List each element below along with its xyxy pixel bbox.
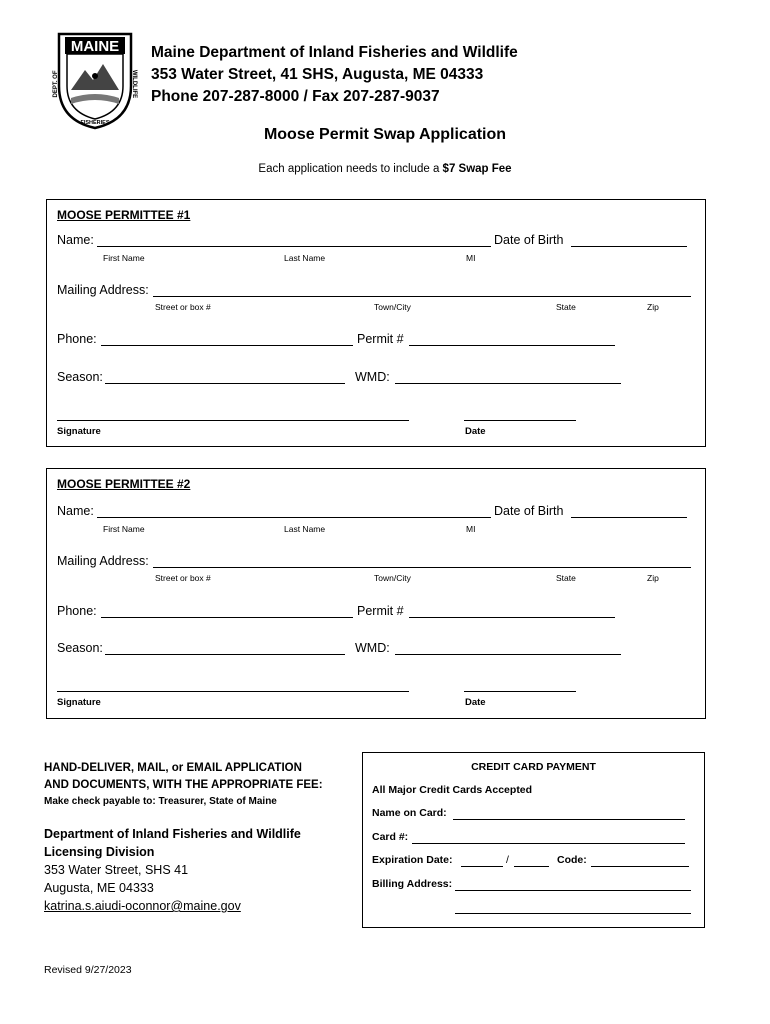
credit-card-title: CREDIT CARD PAYMENT <box>471 761 596 773</box>
date-label: Date <box>465 426 486 437</box>
card-number-field[interactable] <box>412 843 685 844</box>
mailing-label: Mailing Address: <box>57 554 149 568</box>
seal-banner-text: MAINE <box>70 38 120 55</box>
phone-label: Phone: <box>57 604 97 618</box>
town-sublabel: Town/City <box>374 302 411 312</box>
credit-card-section <box>362 752 705 928</box>
expiration-label: Expiration Date: <box>372 854 453 866</box>
maine-ifw-seal-logo <box>51 24 139 132</box>
address-division: Licensing Division <box>44 845 155 859</box>
date-field[interactable] <box>464 691 576 692</box>
billing-address-field-2[interactable] <box>455 913 691 914</box>
phone-label: Phone: <box>57 332 97 346</box>
name-field[interactable] <box>97 517 491 518</box>
code-field[interactable] <box>591 866 689 867</box>
last-name-sublabel: Last Name <box>284 253 326 263</box>
dob-label: Date of Birth <box>494 504 564 518</box>
season-label: Season: <box>57 370 103 384</box>
agency-name: Maine Department of Inland Fisheries and Wildlife <box>151 44 518 61</box>
phone-field[interactable] <box>101 617 353 618</box>
dob-field[interactable] <box>571 517 687 518</box>
fee-amount: $7 Swap Fee <box>442 163 512 175</box>
permit-label: Permit # <box>357 332 404 346</box>
season-field[interactable] <box>105 383 345 384</box>
agency-address: 353 Water Street, 41 SHS, Augusta, ME 04333 <box>151 66 484 83</box>
code-label: Code: <box>557 854 587 866</box>
season-field[interactable] <box>105 654 345 655</box>
state-sublabel: State <box>556 573 576 583</box>
revised-date: Revised 9/27/2023 <box>44 964 132 976</box>
email-link[interactable]: katrina.s.aiudi-oconnor@maine.gov <box>44 899 241 913</box>
signature-field[interactable] <box>57 691 409 692</box>
signature-label: Signature <box>57 426 101 437</box>
instructions-line-1: HAND-DELIVER, MAIL, or EMAIL APPLICATION <box>44 762 302 774</box>
mi-sublabel: MI <box>466 524 476 534</box>
name-field[interactable] <box>97 246 491 247</box>
date-field[interactable] <box>464 420 576 421</box>
street-sublabel: Street or box # <box>155 302 211 312</box>
expiration-separator: / <box>506 854 509 866</box>
wmd-label: WMD: <box>355 641 390 655</box>
instructions-line-2: AND DOCUMENTS, WITH THE APPROPRIATE FEE: <box>44 779 323 791</box>
dob-field[interactable] <box>571 246 687 247</box>
permittee-header: MOOSE PERMITTEE #2 <box>57 477 191 491</box>
address-dept: Department of Inland Fisheries and Wildlife <box>44 827 301 841</box>
season-label: Season: <box>57 641 103 655</box>
mailing-field[interactable] <box>153 296 691 297</box>
permittee-2-section <box>46 468 706 719</box>
permit-field[interactable] <box>409 617 615 618</box>
street-sublabel: Street or box # <box>155 573 211 583</box>
first-name-sublabel: First Name <box>103 524 145 534</box>
zip-sublabel: Zip <box>647 302 659 312</box>
dob-label: Date of Birth <box>494 233 564 247</box>
page-title: Moose Permit Swap Application <box>263 126 507 143</box>
billing-address-field[interactable] <box>455 890 691 891</box>
wmd-field[interactable] <box>395 654 621 655</box>
signature-label: Signature <box>57 697 101 708</box>
date-label: Date <box>465 697 486 708</box>
zip-sublabel: Zip <box>647 573 659 583</box>
agency-phone: Phone 207-287-8000 / Fax 207-287-9037 <box>151 88 440 105</box>
last-name-sublabel: Last Name <box>284 524 326 534</box>
phone-field[interactable] <box>101 345 353 346</box>
town-sublabel: Town/City <box>374 573 411 583</box>
wmd-field[interactable] <box>395 383 621 384</box>
wmd-label: WMD: <box>355 370 390 384</box>
name-on-card-label: Name on Card: <box>372 807 447 819</box>
billing-address-label: Billing Address: <box>372 878 453 890</box>
expiration-month-field[interactable] <box>461 866 503 867</box>
mailing-field[interactable] <box>153 567 691 568</box>
address-street: 353 Water Street, SHS 41 <box>44 863 189 877</box>
permittee-header: MOOSE PERMITTEE #1 <box>57 208 191 222</box>
expiration-year-field[interactable] <box>514 866 549 867</box>
name-on-card-field[interactable] <box>453 819 685 820</box>
permit-label: Permit # <box>357 604 404 618</box>
state-sublabel: State <box>556 302 576 312</box>
fee-note: Each application needs to include a $7 Swap Fee <box>258 163 512 175</box>
name-label: Name: <box>57 504 94 518</box>
mailing-label: Mailing Address: <box>57 283 149 297</box>
svg-text:FISHERIES: FISHERIES <box>80 120 110 126</box>
svg-text:WILDLIFE: WILDLIFE <box>131 69 137 99</box>
check-payable-note: Make check payable to: Treasurer, State of Maine <box>44 796 277 807</box>
cards-accepted-note: All Major Credit Cards Accepted <box>372 784 533 796</box>
permittee-1-section <box>46 199 706 447</box>
address-city: Augusta, ME 04333 <box>44 881 154 895</box>
card-number-label: Card #: <box>372 831 409 843</box>
first-name-sublabel: First Name <box>103 253 145 263</box>
name-label: Name: <box>57 233 94 247</box>
svg-text:DEPT. OF: DEPT. OF <box>53 70 59 98</box>
permit-field[interactable] <box>409 345 615 346</box>
mi-sublabel: MI <box>466 253 476 263</box>
signature-field[interactable] <box>57 420 409 421</box>
